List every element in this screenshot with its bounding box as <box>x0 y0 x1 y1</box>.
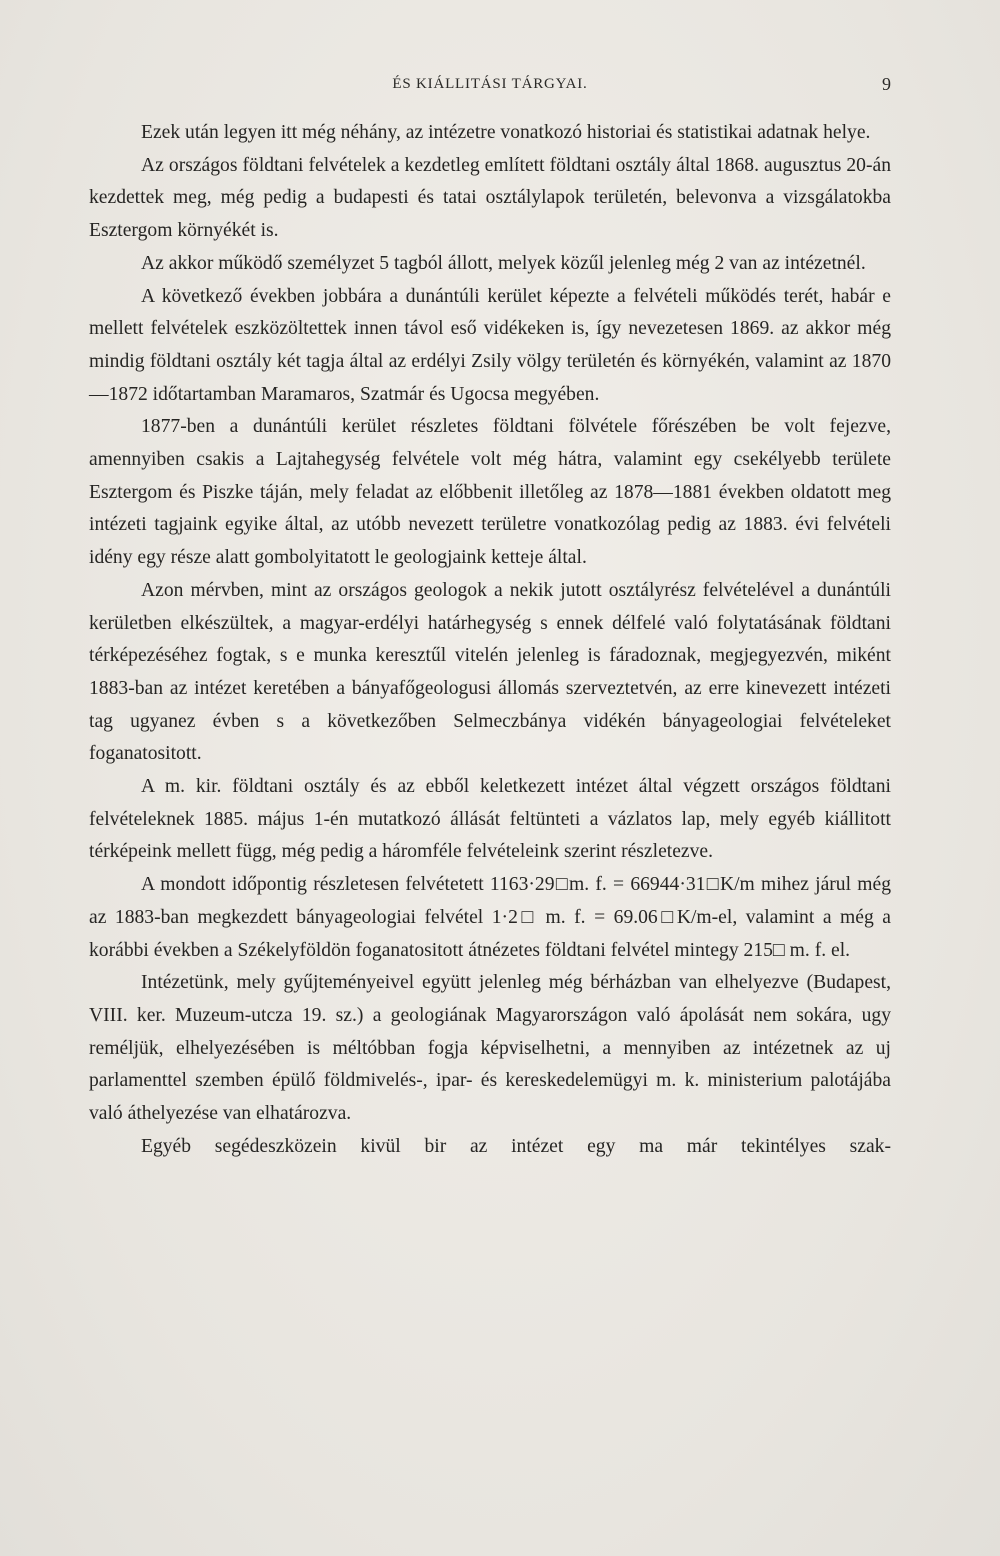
paragraph: A következő években jobbára a dunántúli kerület képezte a felvételi működés terét, habár e mellett felvételek eszközöltettek innen távol eső vidékeken is, így nevezetesen 1869. az akkor még mindig földtani osztály két tagja által az erdélyi Zsily völgy területén és környékén, valamint az 1870—1872 időtartamban Maramaros, Szatmár és Ugocsa megyében. <box>89 285 891 405</box>
paragraph: Ezek után legyen itt még néhány, az intézetre vonatkozó historiai és statistikai adatnak helye. <box>141 122 871 143</box>
paragraph: 1877-ben a dunántúli kerület részletes földtani fölvétele főrészében be volt fejezve, amennyiben csakis a Lajtahegység felvétele volt még hátra, valamint egy csekélyebb területe Esztergom és Piszke táján, mely feladat az előbbenit illetőleg az 1878—1881 években oldatott meg intézeti tagjaink egyike által, az utóbb nevezett területre vonatkozólag pedig az 1883. évi felvételi idény egy része alatt gombolyitatott le geologjaink ketteje által. <box>89 416 891 569</box>
paragraph: A m. kir. földtani osztály és az ebből keletkezett intézet által végzett országos földtani felvételeknek 1885. május 1-én mutatkozó állását feltünteti a vázlatos lap, mely egyéb kiállitott térképeink mellett függ, még pedig a háromféle felvételeink szerint részletezve. <box>89 776 891 863</box>
paragraph: Az országos földtani felvételek a kezdetleg említett földtani osztály által 1868. augusztus 20-án kezdettek meg, még pedig a budapesti és tatai osztálylapok területén, belevonva a vizsgálatokba Esztergom környékét is. <box>89 154 891 242</box>
paragraph: Intézetünk, mely gyűjteményeivel együtt jelenleg még bérházban van elhelyezve (Budapest, VIII. ker. Muzeum-utcza 19. sz.) a geologiának Magyarországon való ápolását nem sokára, ugy reméljük, elhelyezésében is méltóbban fogja képviselhetni, a mennyiben az intézetnek az uj parlamenttel szemben épülő földmivelés-, ipar- és kereskedelemügyi m. k. ministerium palotájába való áthelyezése van elhatározva. <box>89 972 891 1125</box>
running-head <box>89 74 891 98</box>
paragraph: A mondott időpontig részletesen felvétetett 1163·29□m. f. = 66944·31□K/m mihez járul még az 1883-ban megkezdett bányageologiai felvétel 1·2□ m. f. = 69.06□K/m-el, valamint a még a korábbi években a Székelyföldön foganatositott átnézetes földtani felvétel mintegy 215□ m. f. el. <box>89 874 891 961</box>
paragraph: Egyéb segédeszközein kivül bir az intézet egy ma már tekintélyes szak- <box>141 1135 891 1157</box>
running-title: ÉS KIÁLLITÁSI TÁRGYAI. <box>392 76 588 92</box>
page-number: 9 <box>882 74 891 94</box>
body-text <box>89 117 891 1164</box>
paragraph: Az akkor működő személyzet 5 tagból állott, melyek közűl jelenleg még 2 van az intézetnél. <box>141 252 866 274</box>
paragraph: Azon mérvben, mint az országos geologok a nekik jutott osztályrész felvételével a dunántúli kerületben elkészültek, a magyar-erdélyi határhegység s ennek délfelé való folytatásának földtani térképezéséhez fogtak, s e munka keresztűl vitelén jelenleg is fáradoznak, megjegyezvén, miként 1883-ban az intézet keretében a bányafőgeologusi állomás szerveztetvén, az erre kinevezett intézeti tag ugyanez évben s a következőben Selmeczbánya vidékén bányageologiai felvételeket foganatositott. <box>89 579 891 765</box>
